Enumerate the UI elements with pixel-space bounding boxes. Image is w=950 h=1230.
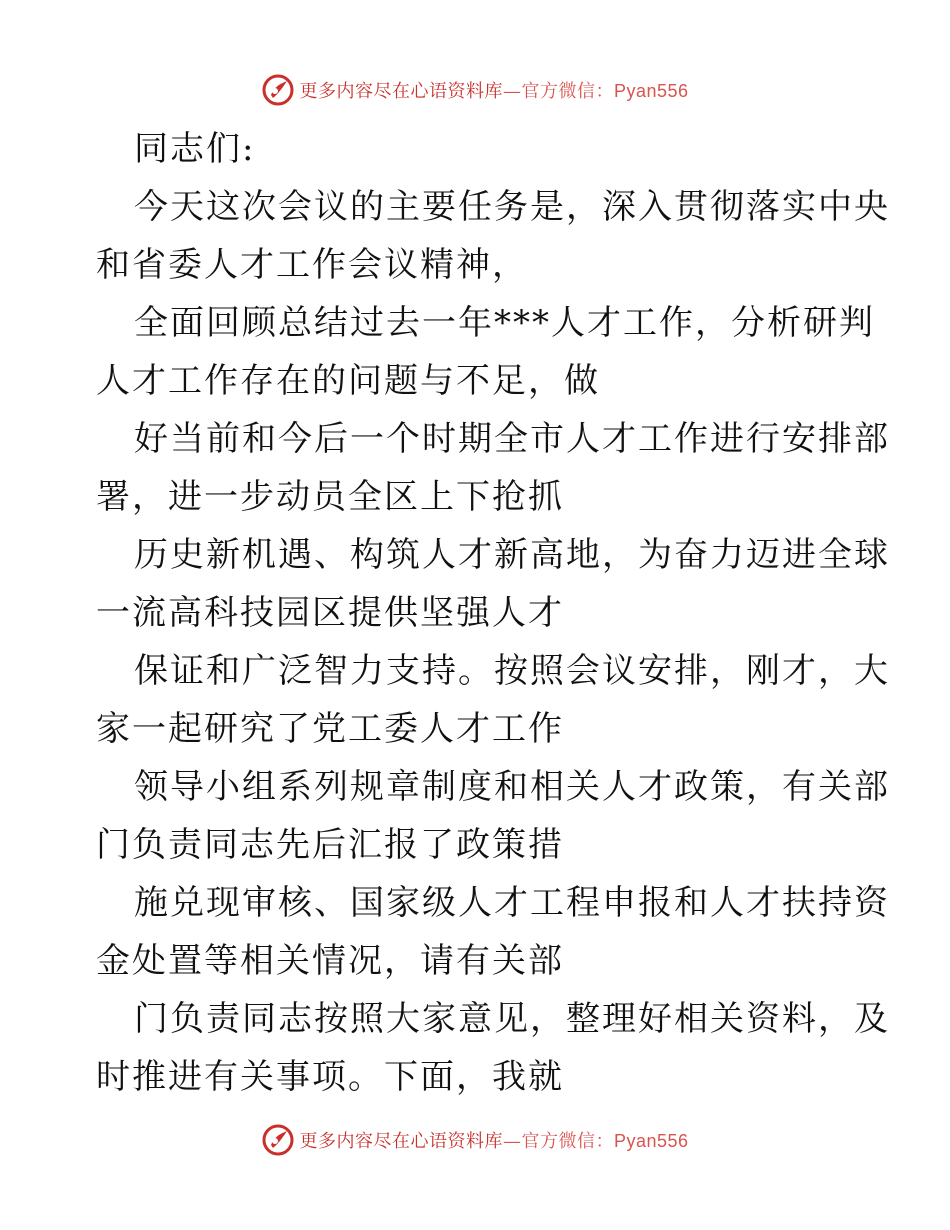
header-wechat-text: 官方微信：	[521, 81, 614, 102]
document-body	[96, 120, 890, 1106]
footer-banner-text	[299, 1127, 688, 1153]
paragraph-line: 和省委人才工作会议精神，	[96, 245, 528, 285]
paragraph-line: 家一起研究了党工委人才工作	[96, 709, 564, 749]
paragraph-line: 全面回顾总结过去一年***人才工作，分析研判	[134, 303, 875, 343]
footer-banner	[0, 1122, 950, 1158]
salutation: 同志们:	[134, 129, 256, 169]
paragraph-line: 金处置等相关情况，请有关部	[96, 941, 564, 981]
footer-site-text: 更多内容尽在心语资料库	[299, 1131, 503, 1152]
header-site-text: 更多内容尽在心语资料库	[299, 81, 503, 102]
paragraph-line: 历史新机遇、构筑人才新高地，为奋力迈进全球	[134, 535, 890, 575]
paragraph-line: 施兑现审核、国家级人才工程申报和人才扶持资	[134, 883, 890, 923]
header-banner-text	[299, 77, 688, 103]
header-banner	[0, 72, 950, 108]
header-separator: —	[502, 81, 522, 102]
paragraph-line: 一流高科技园区提供坚强人才	[96, 593, 564, 633]
footer-separator: —	[502, 1131, 522, 1152]
header-wechat-handle: Pyan556	[613, 81, 689, 101]
paragraph-line: 好当前和今后一个时期全市人才工作进行安排部	[134, 419, 890, 459]
paragraph-line: 时推进有关事项。下面，我就	[96, 1057, 564, 1097]
brand-logo-icon	[261, 73, 295, 107]
paragraph-line: 领导小组系列规章制度和相关人才政策，有关部	[134, 767, 890, 807]
paragraph-line: 今天这次会议的主要任务是，深入贯彻落实中央	[134, 187, 890, 227]
paragraph-line: 保证和广泛智力支持。按照会议安排，刚才，大	[134, 651, 890, 691]
paragraph-line: 门负责同志按照大家意见，整理好相关资料，及	[134, 999, 890, 1039]
paragraph-line: 门负责同志先后汇报了政策措	[96, 825, 564, 865]
footer-wechat-handle: Pyan556	[613, 1131, 689, 1151]
brand-logo-icon	[261, 1123, 295, 1157]
paragraph-line: 人才工作存在的问题与不足，做	[96, 361, 600, 401]
footer-wechat-text: 官方微信：	[521, 1131, 614, 1152]
paragraph-line: 署，进一步动员全区上下抢抓	[96, 477, 564, 517]
